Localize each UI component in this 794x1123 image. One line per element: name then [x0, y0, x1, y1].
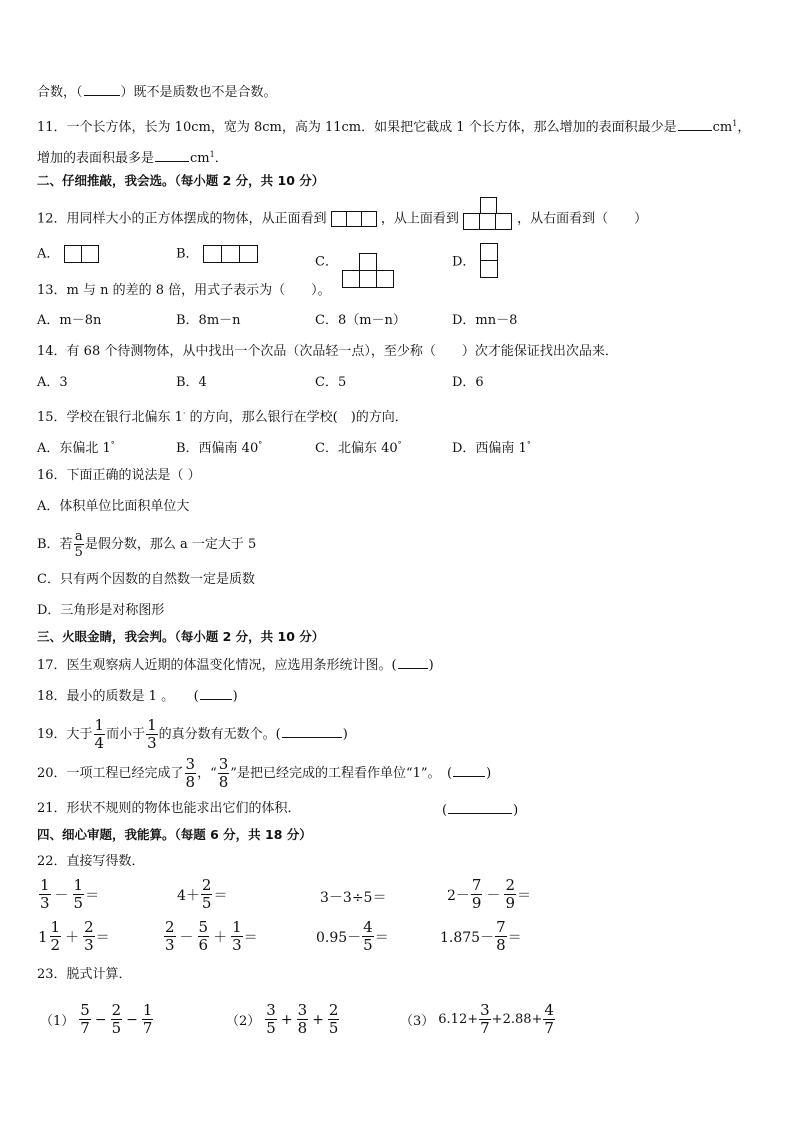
question-19: 19．大于 $\frac{1}{4}$ 而小于 $\frac{1}{3}$ 的真分数有无数个。( )	[37, 716, 348, 752]
answer-blank[interactable]	[84, 82, 120, 96]
answer-blank[interactable]	[200, 686, 232, 700]
expression-1: $\frac{1}{3}$ － $\frac{1}{5}$ ＝	[40, 876, 100, 912]
option-a[interactable]: A．3	[37, 375, 68, 390]
intro-line	[37, 82, 277, 102]
option-c[interactable]: C．北偏东 40°	[315, 440, 402, 456]
answer-blank[interactable]	[155, 148, 189, 162]
option-d[interactable]: D．西偏南 1°	[452, 440, 531, 456]
option-b[interactable]: B．若 $\frac{a}{5}$ 是假分数，那么 a 一定大于 5	[37, 529, 257, 560]
expression-4: 2－ $\frac{7}{9}$ － $\frac{2}{9}$ ＝	[447, 876, 532, 912]
top-view-figure	[463, 197, 513, 229]
front-view-figure	[331, 211, 377, 227]
question-13-stem: 13．m 与 n 的差的 8 倍，用式子表示为（ ）。	[37, 283, 331, 298]
answer-blank[interactable]	[282, 724, 342, 738]
question-21: 21．形状不规则的物体也能求出它们的体积． ( )	[37, 801, 519, 818]
option-a[interactable]: A．体积单位比面积单位大	[37, 499, 190, 514]
answer-blank[interactable]	[448, 800, 512, 814]
expression-3: 3－3÷5＝	[320, 890, 387, 906]
fraction: $\frac{1}{3}$	[147, 716, 157, 752]
option-b[interactable]: B．4	[176, 375, 207, 390]
question-16-stem: 16．下面正确的说法是（ ）	[37, 468, 201, 483]
option-b[interactable]: B．	[176, 245, 257, 264]
question-12-stem: 12．用同样大小的正方体摆成的物体，从正面看到 ，从上面看到 ，从右面看到（ ）	[37, 203, 647, 235]
fraction: $\frac{3}{8}$	[185, 755, 196, 791]
option-c[interactable]: C．	[315, 245, 394, 279]
option-d-figure	[480, 243, 498, 277]
option-c[interactable]: C．5	[315, 375, 347, 390]
answer-blank[interactable]	[398, 655, 428, 669]
section-2-title: 二、仔细推敲，我会选。（每小题 2 分，共 10 分）	[37, 173, 325, 188]
fraction: $\frac{3}{8}$	[218, 755, 229, 791]
option-d[interactable]: D．mn－8	[452, 313, 518, 328]
question-20: 20．一项工程已经完成了 $\frac{3}{8}$ ，“ $\frac{3}{8}$ ”是把已经完成的工程看作单位“1”。 ( )	[37, 755, 492, 791]
question-22-stem: 22．直接写得数．	[37, 854, 145, 869]
expression-p3: （3） 6.12+ $\frac{3}{7}$ +2.88+ $\frac{4}{7}$	[400, 1001, 554, 1037]
option-b-figure	[203, 245, 257, 263]
answer-blank[interactable]	[678, 117, 712, 131]
expression-7: 0.95－ $\frac{4}{5}$ ＝	[316, 918, 389, 954]
fraction: $\frac{1}{4}$	[94, 716, 105, 752]
expression-6: $\frac{2}{3}$ － $\frac{5}{6}$ ＋ $\frac{1}{3}$ ＝	[165, 918, 258, 954]
option-c-figure	[342, 253, 394, 287]
intro-text-a: 合数，（	[37, 85, 83, 100]
question-18: 18．最小的质数是 1 。 ( )	[37, 686, 238, 706]
answer-blank[interactable]	[453, 763, 485, 777]
expression-8: 1.875－ $\frac{7}{8}$ ＝	[440, 918, 522, 954]
option-a[interactable]: A．	[37, 245, 98, 264]
option-a[interactable]: A．m－8n	[37, 313, 102, 328]
expression-2: 4＋ $\frac{2}{5}$ ＝	[177, 876, 228, 912]
option-b[interactable]: B．8m－n	[176, 313, 241, 328]
expression-p2: （2） $\frac{3}{5}$ + $\frac{3}{8}$ + $\frac{2}{5}$	[226, 1001, 339, 1037]
option-a[interactable]: A．东偏北 1°	[37, 440, 115, 456]
option-d[interactable]: D．三角形是对称图形	[37, 603, 165, 618]
section-4-title: 四、细心审题，我能算。（每题 6 分，共 18 分）	[37, 827, 312, 842]
option-c[interactable]: C．8（m－n）	[315, 313, 406, 328]
option-c[interactable]: C．只有两个因数的自然数一定是质数	[37, 572, 255, 587]
question-11-line-2: 增加的表面积最多是 $cm^1$．	[37, 150, 228, 166]
question-11-line-1: 11．一个长方体，长为 10cm，宽为 8cm，高为 11cm．如果把它截成 1 个长方体，那么增加的表面积最少是 $cm^1$，	[37, 119, 751, 135]
question-15-stem: 15．学校在银行北偏东 1· 的方向，那么银行在学校( )的方向．	[37, 409, 408, 425]
intro-text-b: ）既不是质数也不是合数。	[120, 85, 277, 100]
question-14-stem: 14．有 68 个待测物体，从中找出一个次品（次品轻一点），至少称（ ）次才能保证找出次品来．	[37, 344, 618, 359]
option-d[interactable]: D．	[452, 245, 498, 279]
question-17: 17．医生观察病人近期的体温变化情况，应选用条形统计图。( )	[37, 655, 434, 675]
expression-5: 1 $\frac{1}{2}$ ＋ $\frac{2}{3}$ ＝	[38, 918, 110, 954]
section-3-title: 三、火眼金睛，我会判。（每小题 2 分，共 10 分）	[37, 629, 325, 644]
expression-p1: （1） $\frac{5}{7}$ − $\frac{2}{5}$ − $\frac{1}{7}$	[40, 1001, 153, 1037]
option-a-figure	[64, 245, 98, 263]
option-b[interactable]: B．西偏南 40°	[176, 440, 263, 456]
question-23-stem: 23．脱式计算．	[37, 967, 132, 982]
option-d[interactable]: D．6	[452, 375, 484, 390]
fraction: $\frac{a}{5}$	[74, 529, 83, 560]
